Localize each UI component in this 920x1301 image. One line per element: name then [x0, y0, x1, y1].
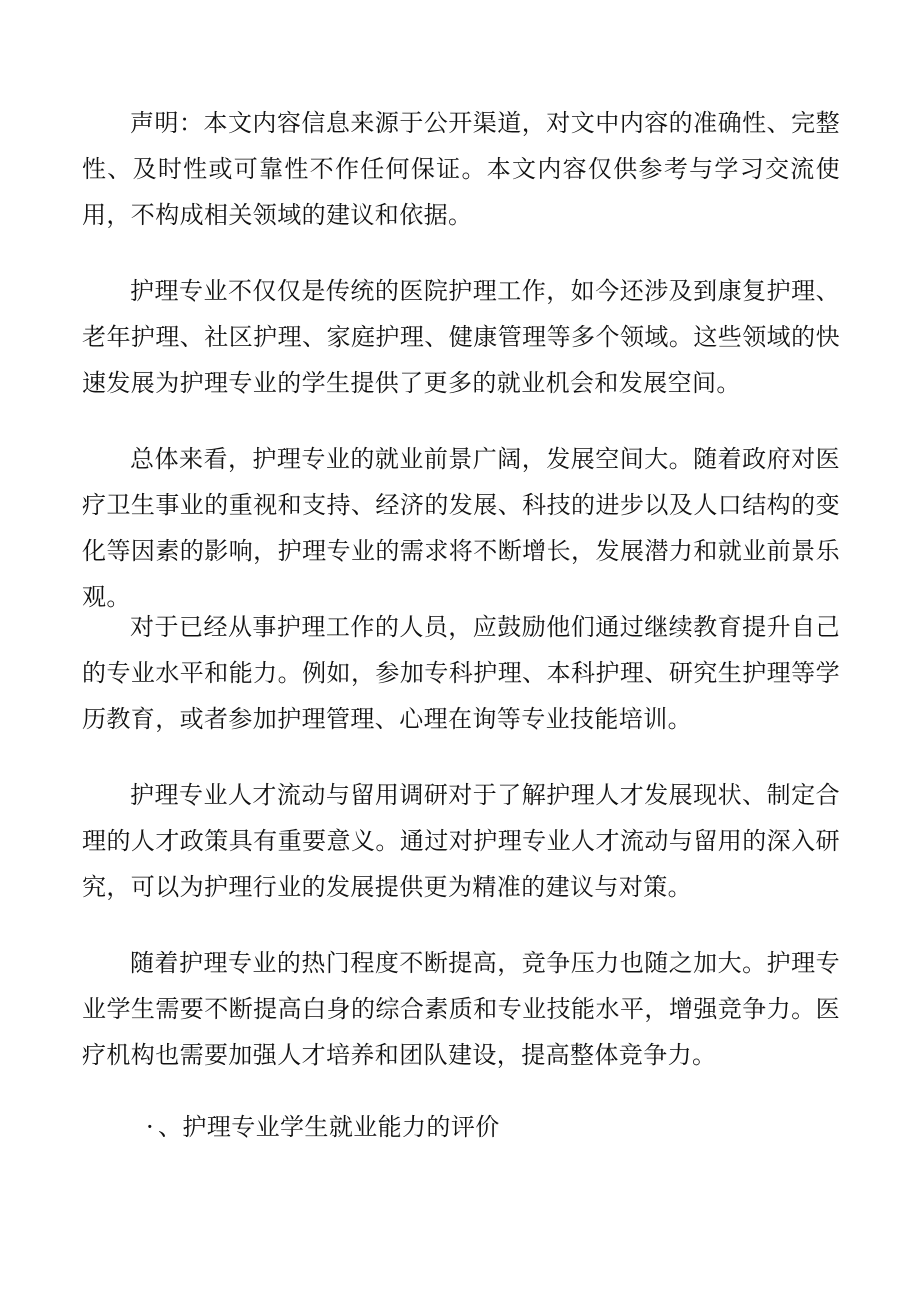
body-paragraph: 总体来看，护理专业的就业前景广阔，发展空间大。随着政府对医疗卫生事业的重视和支持、经济的发展、科技的进步以及人口结构的变化等因素的影响，护理专业的需求将不断增长，发展潜力和就业前景乐观。 [82, 445, 840, 611]
heading-bullet: · [146, 1113, 155, 1141]
body-paragraph: 护理专业人才流动与留用调研对于了解护理人才发展现状、制定合理的人才政策具有重要意义。通过对护理专业人才流动与留用的深入研究，可以为护理行业的发展提供更为精准的建议与对策。 [82, 781, 840, 901]
disclaimer-paragraph: 声明：本文内容信息来源于公开渠道，对文中内容的准确性、完整性、及时性或可靠性不作任何保证。本文内容仅供参考与学习交流使用，不构成相关领域的建议和依据。 [82, 109, 840, 229]
heading-text: 、护理专业学生就业能力的评价 [158, 1113, 500, 1141]
body-paragraph: 护理专业不仅仅是传统的医院护理工作，如今还涉及到康复护理、老年护理、社区护理、家庭护理、健康管理等多个领域。这些领域的快速发展为护理专业的学生提供了更多的就业机会和发展空间。 [82, 277, 840, 397]
body-paragraph: 随着护理专业的热门程度不断提高，竞争压力也随之加大。护理专业学生需要不断提高白身的综合素质和专业技能水平，增强竞争力。医疗机构也需要加强人才培养和团队建设，提高整体竞争力。 [82, 949, 840, 1069]
body-paragraph: 对于已经从事护理工作的人员，应鼓励他们通过继续教育提升自己的专业水平和能力。例如，参加专科护理、本科护理、研究生护理等学历教育，或者参加护理管理、心理在询等专业技能培训。 [82, 613, 840, 733]
section-heading [146, 1104, 500, 1150]
